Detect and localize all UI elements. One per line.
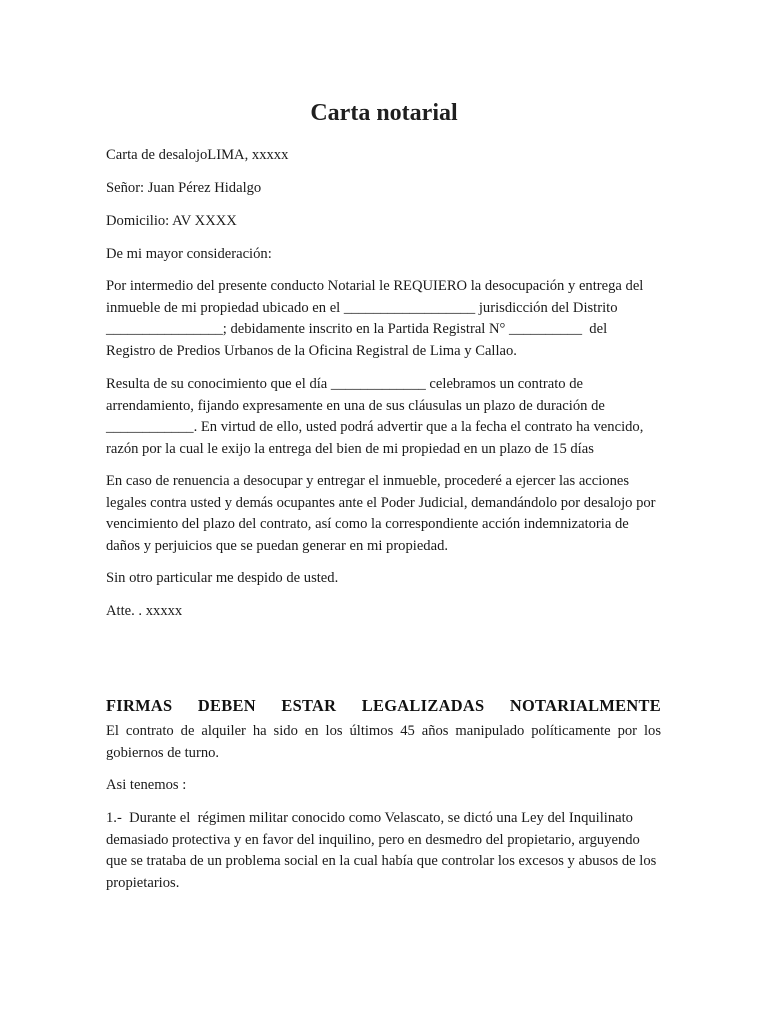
signature-line: Atte. . xxxxx <box>106 603 183 619</box>
text-line: ____________. En virtud de ello, usted podrá advertir que a la fecha el contrato ha vencido, <box>106 419 644 435</box>
text-line: inmueble de mi propiedad ubicado en el __________________ jurisdicción del Distrito <box>106 299 618 316</box>
text-line: que se trataba de un problema social en la cual había que controlar los excesos y abusos de los <box>106 853 657 869</box>
paragraph-velascato <box>106 808 656 894</box>
closing-line: Sin otro particular me despido de usted. <box>106 570 339 586</box>
paragraph-contract <box>106 374 643 460</box>
recipient-line: Señor: Juan Pérez Hidalgo <box>106 180 262 196</box>
text-line: vencimiento del plazo del contrato, así como la correspondiente acción indemnizatoria de <box>106 516 629 532</box>
section-heading: FIRMAS DEBEN ESTAR LEGALIZADAS NOTARIALMENTE <box>106 696 661 715</box>
text-line: Por intermedio del presente conducto Notarial le REQUIERO la desocupación y entrega del <box>106 278 644 294</box>
text-line: El contrato de alquiler ha sido en los últimos 45 años manipulado políticamente por los <box>106 723 661 739</box>
text-line: legales contra usted y demás ocupantes ante el Poder Judicial, demandándolo por desalojo por <box>106 494 656 511</box>
paragraph-requirement <box>106 276 643 362</box>
text-line: ________________; debidamente inscrito en la Partida Registral N° __________ del <box>106 321 608 337</box>
text-line: razón por la cual le exijo la entrega del bien de mi propiedad en un plazo de 15 días <box>106 440 594 457</box>
text-line: En caso de renuencia a desocupar y entregar el inmueble, procederé a ejercer las acciones <box>106 473 630 489</box>
text-line: daños y perjuicios que se puedan generar en mi propiedad. <box>106 537 449 554</box>
paragraph-legal-action <box>106 471 656 557</box>
place-date-line: Carta de desalojoLIMA, xxxxx <box>106 147 289 163</box>
text-line: Resulta de su conocimiento que el día _____________ celebramos un contrato de <box>106 376 584 392</box>
document-title: Carta notarial <box>310 100 458 126</box>
salutation-line: De mi mayor consideración: <box>106 246 272 262</box>
text-line: arrendamiento, fijando expresamente en una de sus cláusulas un plazo de duración de <box>106 397 605 414</box>
paragraph-history <box>106 721 661 764</box>
text-line: gobiernos de turno. <box>106 744 220 761</box>
intro-line: Asi tenemos : <box>106 777 187 793</box>
text-line: propietarios. <box>106 874 180 891</box>
address-line: Domicilio: AV XXXX <box>106 213 237 229</box>
text-line: 1.- Durante el régimen militar conocido como Velascato, se dictó una Ley del Inquilinato <box>106 810 633 826</box>
text-line: Registro de Predios Urbanos de la Oficina Registral de Lima y Callao. <box>106 342 517 359</box>
text-line: demasiado protectiva y en favor del inquilino, pero en desmedro del propietario, arguyendo <box>106 831 640 848</box>
